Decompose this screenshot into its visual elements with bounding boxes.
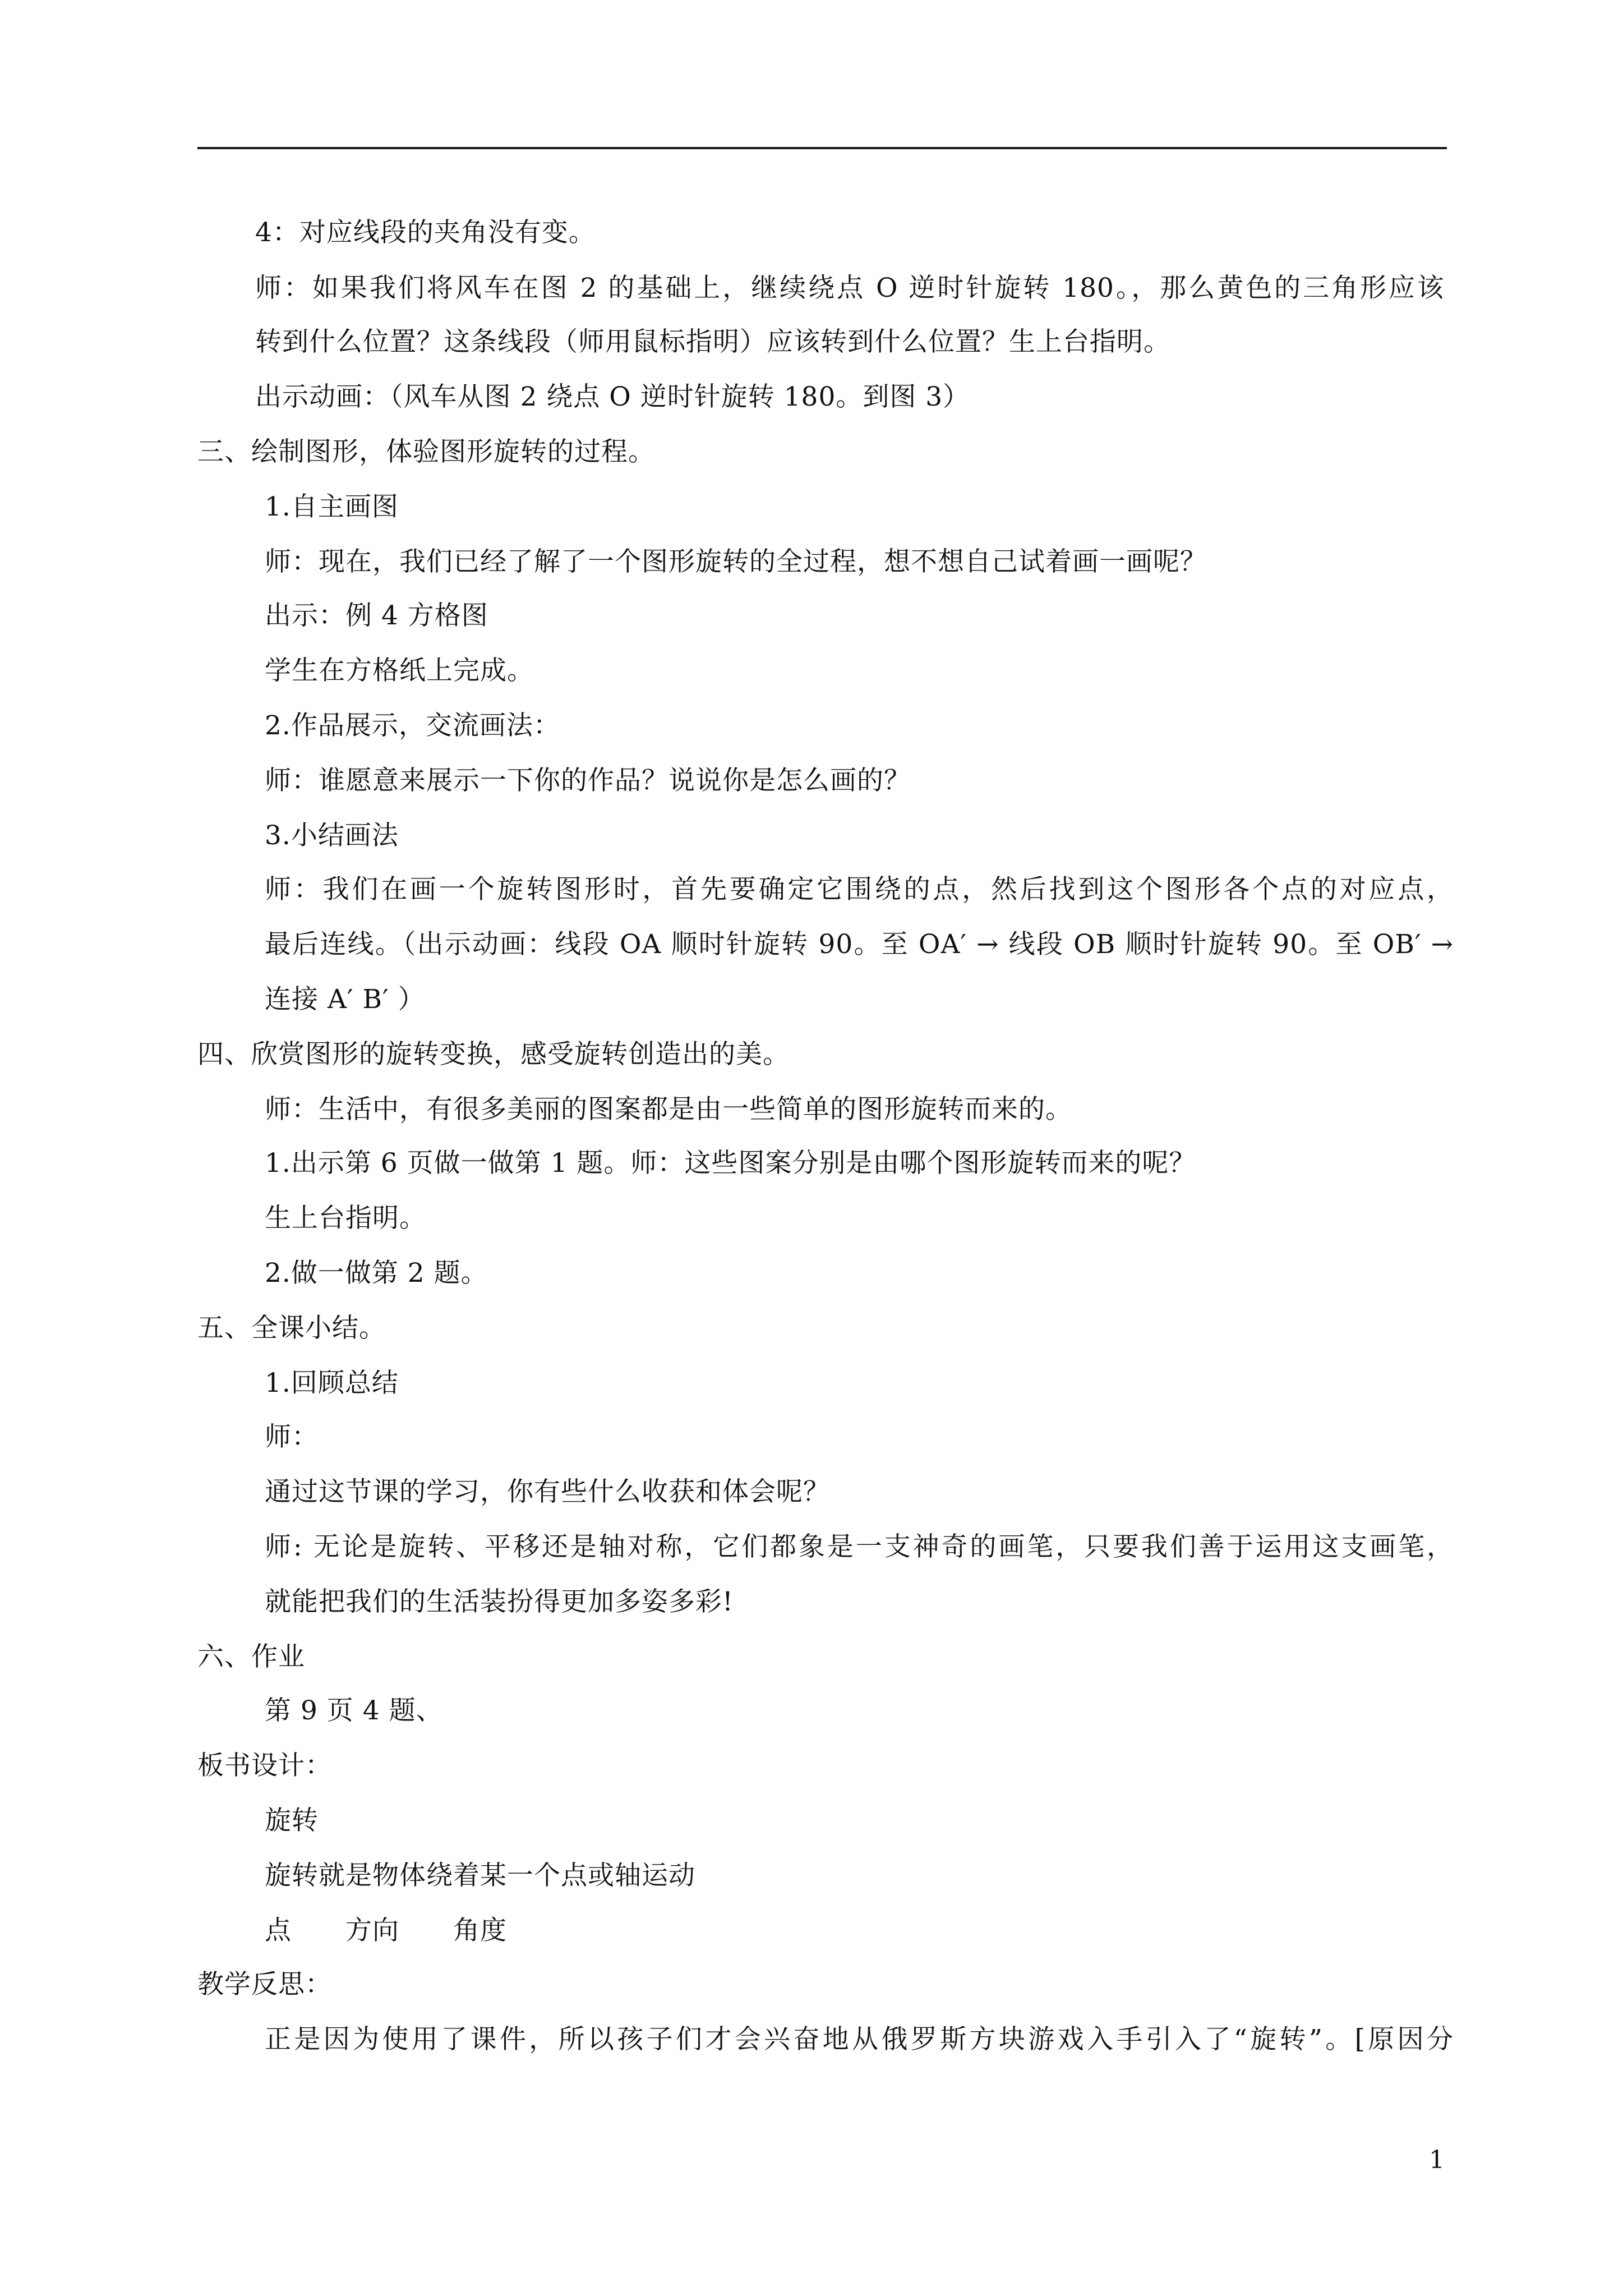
section-heading: 五、全课小结。 [197,1313,386,1343]
text-line: 旋转就是物体绕着某一个点或轴运动 [265,1860,695,1891]
page-number: 1 [1429,2146,1445,2174]
board-terms [265,1914,507,1948]
text-line: 师： [265,1421,319,1452]
text-line: 2.做一做第 2 题。 [265,1258,488,1289]
header-rule [197,147,1447,149]
section-heading: 教学反思： [197,1969,332,2000]
text-line: 2.作品展示，交流画法： [265,710,560,741]
section-heading: 六、作业 [197,1641,305,1672]
section-heading: 三、绘制图形，体验图形旋转的过程。 [197,436,655,467]
text-line: 1.回顾总结 [265,1368,399,1398]
text-line: 旋转 [265,1805,319,1836]
board-term: 点 [265,1915,292,1946]
section-heading: 四、欣赏图形的旋转变换，感受旋转创造出的美。 [197,1039,790,1070]
board-term: 方向 [345,1915,399,1946]
text-line: 师：如果我们将风车在图 2 的基础上，继续绕点 O 逆时针旋转 180。，那么黄色的三角形应该 [255,273,1444,303]
text-line: 3.小结画法 [265,820,399,851]
text-line: 1.自主画图 [265,491,399,522]
text-line: 1.出示第 6 页做一做第 1 题。师：这些图案分别是由哪个图形旋转而来的呢？ [265,1148,1196,1179]
text-line: 最后连线。（出示动画：线段 OA 顺时针旋转 90。至 OA′ → 线段 OB 顺时针旋转 90。至 OB′ → [265,929,1454,960]
text-line: 师：我们在画一个旋转图形时，首先要确定它围绕的点，然后找到这个图形各个点的对应点， [265,874,1454,905]
text-line: 出示：例 4 方格图 [265,600,488,631]
text-line: 4：对应线段的夹角没有变。 [255,217,596,248]
board-term: 角度 [453,1915,507,1946]
text-line: 连接 A′ B′ ） [265,984,425,1015]
text-line: 通过这节课的学习，你有些什么收获和体会呢？ [265,1476,830,1507]
text-line: 师：生活中，有很多美丽的图案都是由一些简单的图形旋转而来的。 [265,1094,1072,1125]
text-line: 师：谁愿意来展示一下你的作品？说说你是怎么画的？ [265,765,911,796]
text-line: 转到什么位置？这条线段（师用鼠标指明）应该转到什么位置？生上台指明。 [255,326,1170,357]
text-line: 出示动画：（风车从图 2 绕点 O 逆时针旋转 180。到图 3） [255,381,970,412]
text-line: 就能把我们的生活装扮得更加多姿多彩! [265,1586,734,1617]
section-heading: 板书设计： [197,1750,332,1781]
text-line: 正是因为使用了课件，所以孩子们才会兴奋地从俄罗斯方块游戏入手引入了“旋转”。[原因分 [265,2024,1454,2055]
text-line: 第 9 页 4 题、 [265,1695,443,1726]
text-line: 师: 无论是旋转、平移还是轴对称，它们都象是一支神奇的画笔，只要我们善于运用这支画笔， [265,1531,1454,1562]
text-line: 学生在方格纸上完成。 [265,655,534,686]
text-line: 生上台指明。 [265,1203,426,1234]
text-line: 师：现在，我们已经了解了一个图形旋转的全过程，想不想自己试着画一画呢？ [265,546,1207,577]
